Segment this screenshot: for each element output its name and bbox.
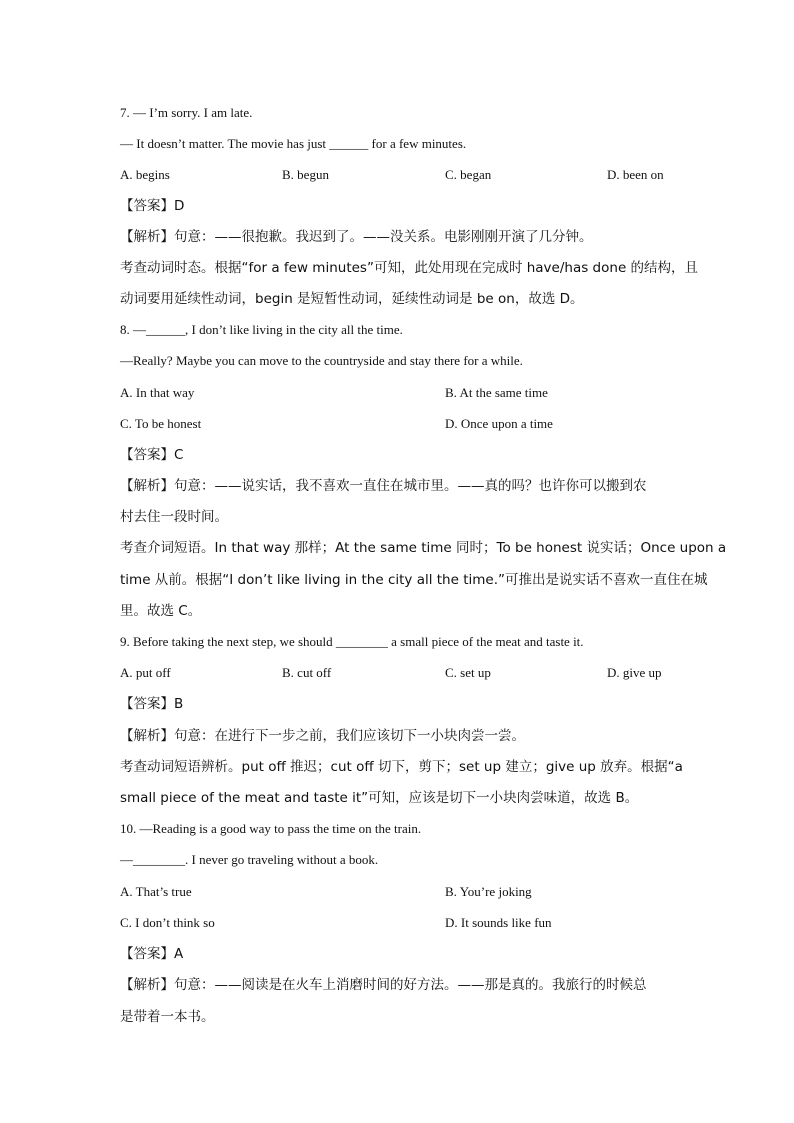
question-8-option-c: C. To be honest bbox=[120, 416, 202, 431]
question-10-stem-line-2: —________. I never go traveling without a book. bbox=[120, 852, 379, 867]
question-7-option-a: A. begins bbox=[120, 167, 170, 182]
question-8-analysis-line-4: time 从前。根据“I don’t like living in the city all the time.”可推出是说实话不喜欢一直住在城 bbox=[120, 572, 708, 588]
question-9-analysis-line-2: 考查动词短语辨析。put off 推迟；cut off 切下，剪下；set up 建立；give up 放弃。根据“a bbox=[120, 759, 683, 775]
question-10-option-c: C. I don’t think so bbox=[120, 915, 215, 930]
question-8-option-b: B. At the same time bbox=[445, 385, 548, 400]
question-8-analysis-line-2: 村去住一段时间。 bbox=[120, 509, 228, 525]
question-8-answer: 【答案】C bbox=[120, 447, 184, 463]
question-9-option-b: B. cut off bbox=[282, 665, 332, 680]
question-8-analysis-line-1: 【解析】句意：——说实话，我不喜欢一直住在城市里。——真的吗？也许你可以搬到农 bbox=[120, 478, 647, 494]
question-7-option-d: D. been on bbox=[607, 167, 664, 182]
question-7-stem-line-2: — It doesn’t matter. The movie has just ______ for a few minutes. bbox=[120, 136, 467, 151]
question-7-stem-line-1: 7. — I’m sorry. I am late. bbox=[120, 105, 253, 120]
question-7-analysis-line-3: 动词要用延续性动词，begin 是短暂性动词，延续性动词是 be on，故选 D。 bbox=[120, 291, 584, 307]
question-7-analysis-line-1: 【解析】句意：——很抱歉。我迟到了。——没关系。电影刚刚开演了几分钟。 bbox=[120, 229, 593, 245]
question-10-answer: 【答案】A bbox=[120, 946, 184, 962]
question-9-option-a: A. put off bbox=[120, 665, 171, 680]
question-8-analysis-line-5: 里。故选 C。 bbox=[120, 603, 202, 619]
question-10-stem-line-1: 10. —Reading is a good way to pass the time on the train. bbox=[120, 821, 422, 836]
question-10-analysis-line-2: 是带着一本书。 bbox=[120, 1009, 215, 1025]
question-9-stem: 9. Before taking the next step, we should ________ a small piece of the meat and taste it. bbox=[120, 634, 584, 649]
question-9-analysis-line-1: 【解析】句意：在进行下一步之前，我们应该切下一小块肉尝一尝。 bbox=[120, 728, 525, 744]
question-9-analysis-line-3: small piece of the meat and taste it”可知，应该是切下一小块肉尝味道，故选 B。 bbox=[120, 790, 639, 806]
question-9-answer: 【答案】B bbox=[120, 696, 184, 712]
question-10-option-a: A. That’s true bbox=[120, 884, 192, 899]
question-8-analysis-line-3: 考查介词短语。In that way 那样；At the same time 同时；To be honest 说实话；Once upon a bbox=[120, 540, 727, 556]
question-8-stem-line-1: 8. —______, I don’t like living in the city all the time. bbox=[120, 322, 403, 337]
question-9-option-c: C. set up bbox=[445, 665, 491, 680]
question-10-option-b: B. You’re joking bbox=[445, 884, 532, 899]
question-10-analysis-line-1: 【解析】句意：——阅读是在火车上消磨时间的好方法。——那是真的。我旅行的时候总 bbox=[120, 977, 647, 993]
question-7-analysis-line-2: 考查动词时态。根据“for a few minutes”可知，此处用现在完成时 have/has done 的结构，且 bbox=[120, 260, 699, 276]
question-8-stem-line-2: —Really? Maybe you can move to the countryside and stay there for a while. bbox=[120, 353, 523, 368]
question-8-option-d: D. Once upon a time bbox=[445, 416, 553, 431]
question-8-option-a: A. In that way bbox=[120, 385, 195, 400]
question-9-option-d: D. give up bbox=[607, 665, 662, 680]
question-7-option-c: C. began bbox=[445, 167, 492, 182]
question-7-option-b: B. begun bbox=[282, 167, 329, 182]
question-10-option-d: D. It sounds like fun bbox=[445, 915, 552, 930]
question-7-answer: 【答案】D bbox=[120, 198, 185, 214]
